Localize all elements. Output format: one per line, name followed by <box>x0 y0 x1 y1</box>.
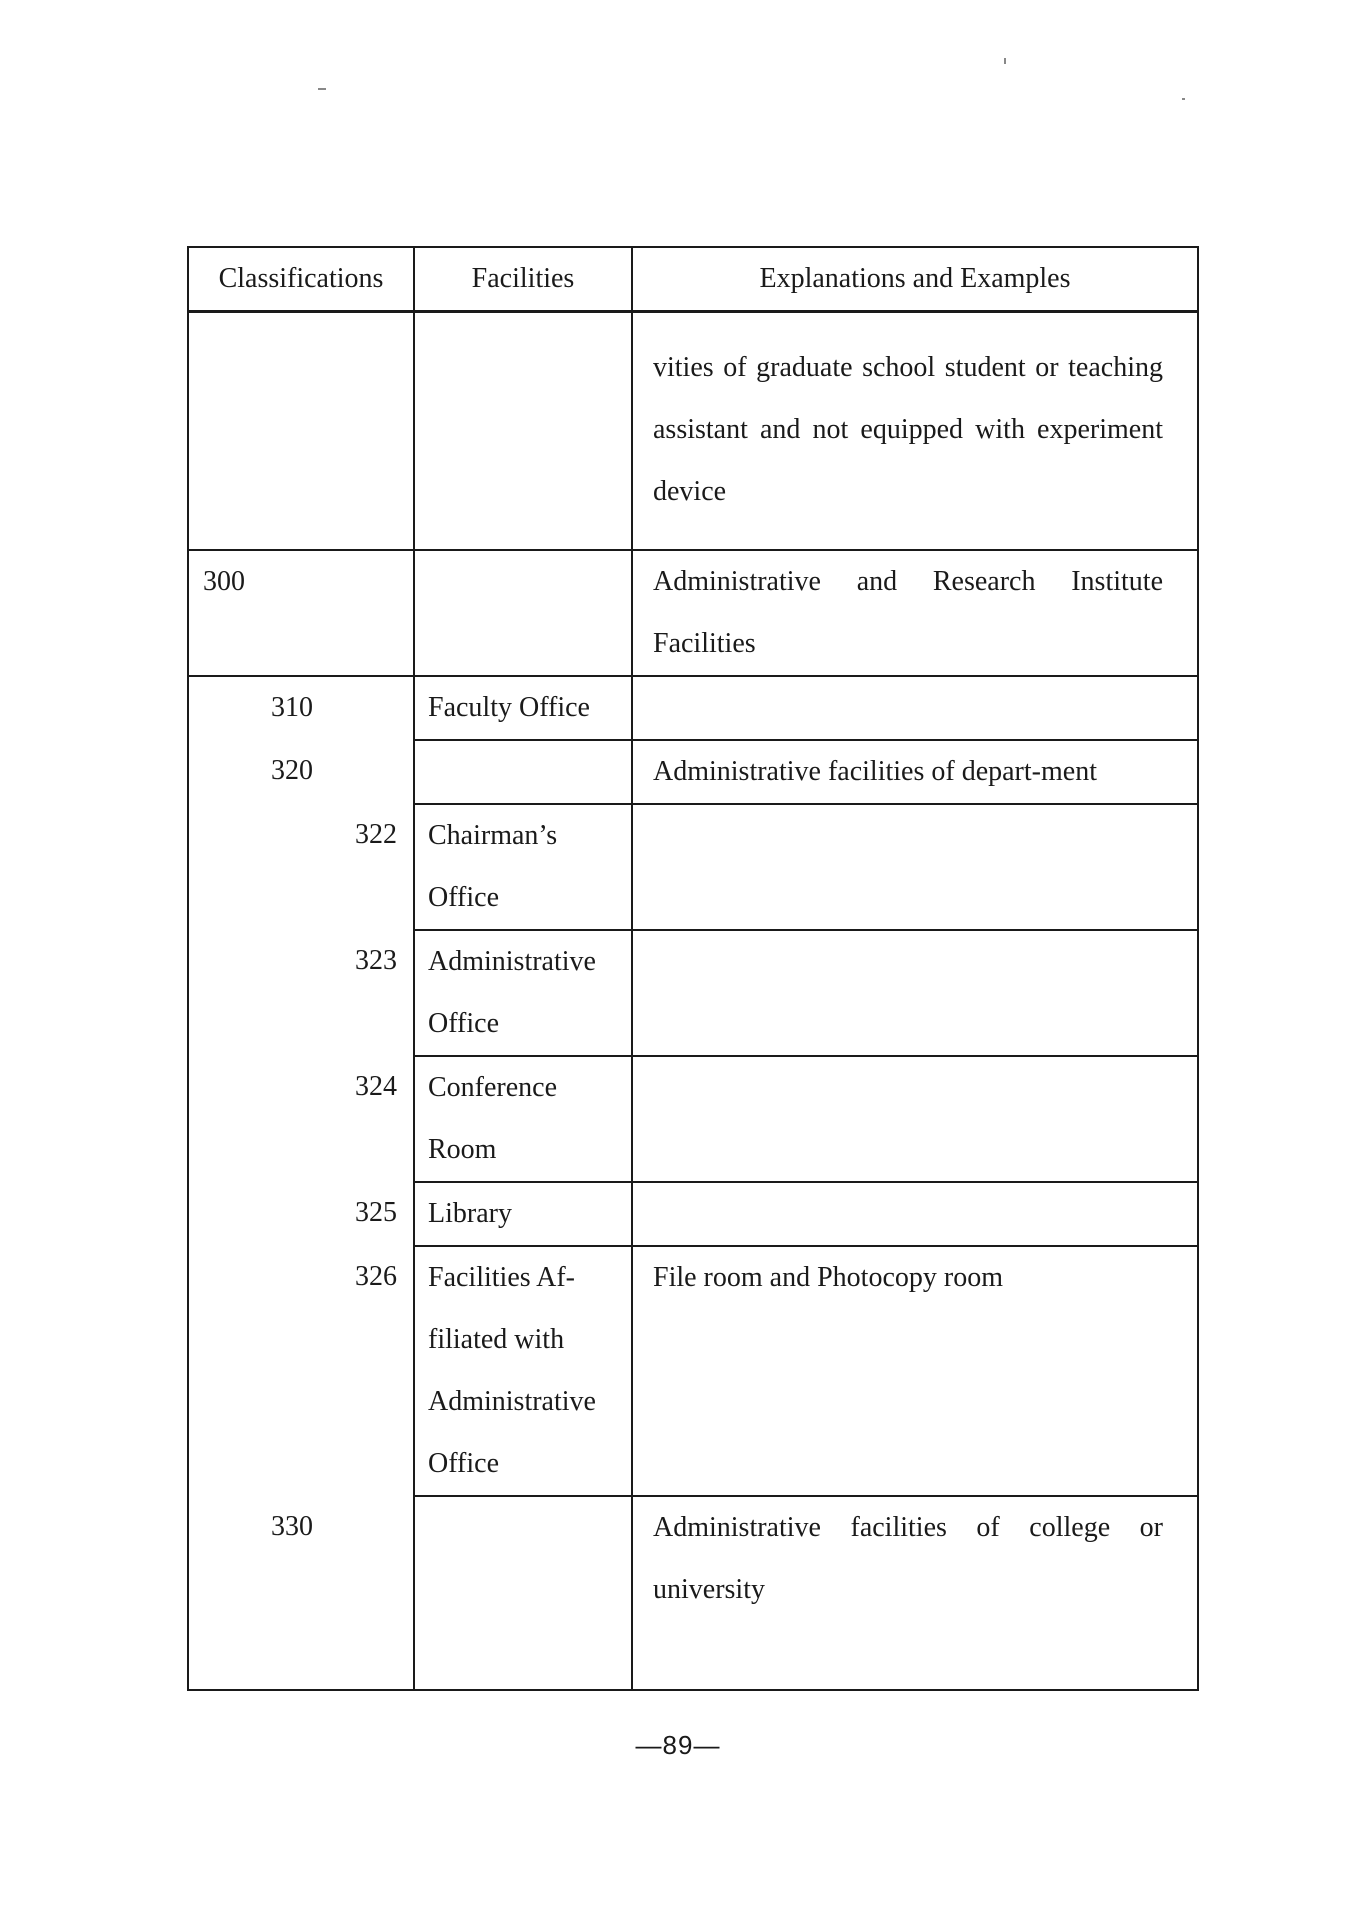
table-row <box>188 550 1198 676</box>
facility-name: Facilities Af-filiated with Administrative Office <box>428 1262 596 1479</box>
header-facilities: Facilities <box>414 247 632 312</box>
facility-cell <box>414 930 632 1056</box>
table-row <box>188 804 1198 930</box>
explanation-cell <box>632 550 1198 676</box>
facility-name: Library <box>428 1198 512 1229</box>
facility-cell <box>414 676 632 740</box>
facility-cell <box>414 1496 632 1690</box>
header-explanations: Explanations and Examples <box>632 247 1198 312</box>
explanation-cell <box>632 1246 1198 1496</box>
facilities-table <box>187 246 1199 1691</box>
page-number: —89— <box>635 1730 721 1760</box>
classification-code: 322 <box>355 819 397 850</box>
classification-cell <box>188 1496 414 1690</box>
facility-cell <box>414 550 632 676</box>
classification-code: 323 <box>355 945 397 976</box>
explanation-cell <box>632 1056 1198 1182</box>
classification-code: 330 <box>271 1511 313 1542</box>
table-row <box>188 930 1198 1056</box>
explanation-cell <box>632 312 1198 551</box>
table-row <box>188 1182 1198 1246</box>
explanation-cell <box>632 1496 1198 1690</box>
facility-cell <box>414 740 632 804</box>
classification-cell <box>188 1246 414 1496</box>
table-row <box>188 1246 1198 1496</box>
explanation-text: Administrative facilities of depart-ment <box>653 756 1097 787</box>
table-row <box>188 1496 1198 1690</box>
classification-cell <box>188 676 414 740</box>
facility-name: Faculty Office <box>428 692 590 723</box>
explanation-text: Administrative facilities of college or university <box>653 1512 1163 1605</box>
facility-name: Conference Room <box>428 1072 558 1165</box>
scan-speck <box>318 88 326 90</box>
facility-cell <box>414 804 632 930</box>
classification-code: 325 <box>355 1197 397 1228</box>
classification-cell <box>188 804 414 930</box>
classification-cell <box>188 550 414 676</box>
table-row <box>188 312 1198 551</box>
scan-speck <box>1182 98 1185 100</box>
table-row <box>188 740 1198 804</box>
explanation-cell <box>632 804 1198 930</box>
facility-cell <box>414 1056 632 1182</box>
classification-code: 324 <box>355 1071 397 1102</box>
explanation-text: Administrative and Research Institute Facilities <box>653 566 1163 659</box>
explanation-text: vities of graduate school student or teaching assistant and not equipped with experiment device <box>653 352 1163 507</box>
classification-cell <box>188 312 414 551</box>
header-classifications: Classifications <box>188 247 414 312</box>
scan-speck <box>1004 58 1006 64</box>
explanation-cell <box>632 1182 1198 1246</box>
classification-cell <box>188 740 414 804</box>
facility-name: Administrative Office <box>428 946 596 1039</box>
classification-code: 320 <box>271 755 313 786</box>
explanation-cell <box>632 676 1198 740</box>
facility-cell <box>414 312 632 551</box>
explanation-cell <box>632 930 1198 1056</box>
table-header-row <box>188 247 1198 312</box>
facility-cell <box>414 1246 632 1496</box>
explanation-text: File room and Photocopy room <box>653 1262 1003 1293</box>
classification-code: 326 <box>355 1261 397 1292</box>
classification-code: 310 <box>271 692 313 723</box>
explanation-cell <box>632 740 1198 804</box>
classification-cell <box>188 1056 414 1182</box>
classification-code: 300 <box>203 566 245 597</box>
table-row <box>188 676 1198 740</box>
classification-cell <box>188 1182 414 1246</box>
table-row <box>188 1056 1198 1182</box>
classification-cell <box>188 930 414 1056</box>
facility-name: Chairman’s Office <box>428 820 558 913</box>
facility-cell <box>414 1182 632 1246</box>
